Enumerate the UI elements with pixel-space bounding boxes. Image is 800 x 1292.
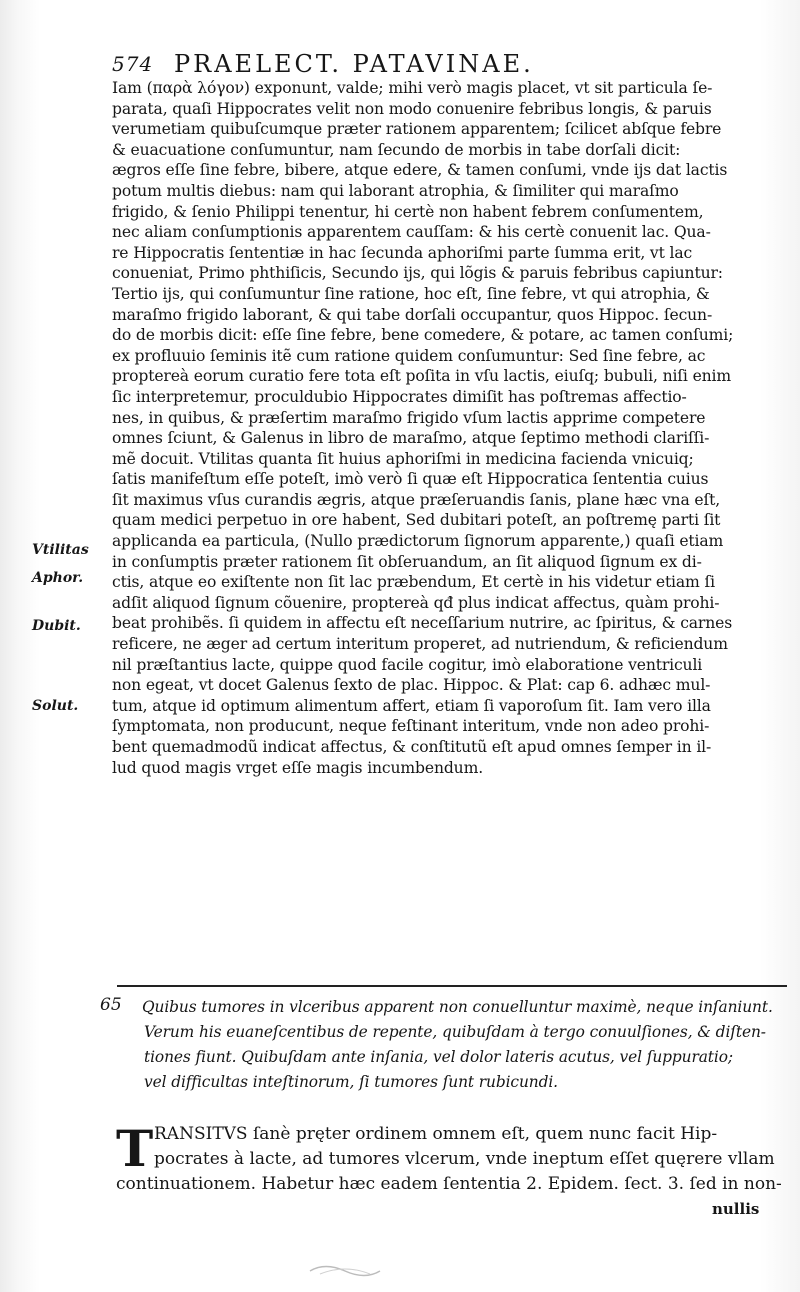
running-title: PRAELECT. PATAVINAE.	[174, 50, 534, 78]
text-line: proptereà eorum curatio fere tota eſt poſita in vſu lactis, eiuſq; bubuli, niſi enim	[112, 367, 732, 386]
margin-note-solut: Solut.	[32, 698, 79, 714]
margin-note-aphor: Aphor.	[32, 570, 84, 586]
text-line: do de morbis dicit: eſſe ſine febre, bene comedere, & potare, ac tamen conſumi;	[112, 326, 734, 345]
text-line: beat prohibẽs. ſi quidem in affectu eſt neceſſarium nutrire, ac ſpiritus, & carnes	[112, 614, 733, 633]
page-number: 574	[112, 52, 154, 76]
printers-ornament-icon	[300, 1260, 390, 1282]
text-line: frigido, & ſenio Philippi tenentur, hi certè non habent febrem conſumentem,	[112, 202, 704, 221]
aphorism-number: 65	[100, 995, 122, 1015]
commentary-line: RANSITVS ſanè pręter ordinem omnem eſt, quem nunc facit Hip-	[154, 1124, 718, 1144]
text-line: Tertio ijs, qui conſumuntur ſine ratione, hoc eſt, ſine febre, vt qui atrophia, &	[112, 284, 710, 303]
text-line: adſit aliquod ſignum cõuenire, proptereà qđ plus indicat affectus, quàm prohi-	[112, 593, 720, 612]
text-line: re Hippocratis ſententiæ in hac ſecunda aphoriſmi parte ſumma erit, vt lac	[112, 243, 693, 262]
aphorism-line: vel difficultas inteſtinorum, ſi tumores ſunt rubicundi.	[144, 1073, 558, 1091]
text-line: nil præſtantius lacte, quippe quod facile cogitur, imò elaboratione ventriculi	[112, 655, 703, 674]
text-line: applicanda ea particula, (Nullo prædictorum ſignorum apparente,) quaſi etiam	[112, 532, 724, 551]
text-line: omnes ſciunt, & Galenus in libro de maraſmo, atque ſeptimo methodi clariſſi-	[112, 429, 710, 448]
aphorism-line: Verum his euaneſcentibus de repente, quibuſdam à tergo conuulſiones, & diſten-	[144, 1023, 766, 1041]
text-line: nec aliam conſumptionis apparentem cauſſam: & his certè conuenit lac. Qua-	[112, 223, 711, 242]
text-line: ſit maximus vſus curandis ægris, atque præſeruandis ſanis, plane hæc vna eſt,	[112, 490, 721, 509]
margin-note-utilitas: Vtilitas	[32, 542, 89, 558]
text-line: maraſmo frigido laborant, & qui tabe dorſali occupantur, quos Hippoc. ſecun-	[112, 305, 713, 324]
text-line: potum multis diebus: nam qui laborant atrophia, & ſimiliter qui maraſmo	[112, 181, 679, 200]
text-line: ſatis manifeſtum eſſe poteſt, imò verò ſi quæ eſt Hippocratica ſententia cuius	[112, 470, 709, 489]
section-rule	[117, 985, 787, 987]
text-line: ctis, atque eo exiſtente non ſit lac præbendum, Et certè in his videtur etiam ſi	[112, 573, 715, 592]
text-line: bent quemadmodũ indicat affectus, & conſtitutũ eſt apud omnes ſemper in il-	[112, 738, 712, 756]
text-line: tum, atque id optimum alimentum affert, etiam ſi vaporoſum ſit. Iam vero illa	[112, 696, 711, 715]
aphorism-line: Quibus tumores in vlceribus apparent non conuelluntur maximè, neque inſaniunt.	[142, 998, 773, 1016]
text-line: mẽ docuit. Vtilitas quanta ſit huius aphoriſmi in medicina facienda vnicuiq;	[112, 449, 694, 468]
text-line: verumetiam quibuſcumque præter rationem apparentem; ſcilicet abſque febre	[112, 120, 722, 139]
text-line: conueniat, Primo phthiſicis, Secundo ijs, qui lõgis & paruis febribus capiuntur:	[112, 264, 723, 283]
margin-note-dubit: Dubit.	[32, 618, 81, 634]
text-line: lud quod magis vrget eſſe magis incumbendum.	[112, 758, 484, 777]
text-line: ægros eſſe ſine febre, bibere, atque edere, & tamen conſumi, vnde ijs dat lactis	[112, 161, 728, 180]
aphorism-line: tiones fiunt. Quibuſdam ante inſania, vel dolor lateris acutus, vel ſuppuratio;	[144, 1048, 733, 1066]
drop-cap: T	[116, 1119, 154, 1178]
text-line: in conſumptis præter rationem ſit obſeruandum, an ſit aliquod ſignum ex di-	[112, 552, 702, 571]
text-line: ſic interpretemur, proculdubio Hippocrates dimiſit has poſtremas affectio-	[112, 387, 687, 406]
commentary-line: continuationem. Habetur hæc eadem ſententia 2. Epidem. ſect. 3. ſed in non-	[116, 1174, 782, 1194]
running-head	[112, 50, 652, 78]
body-text	[112, 78, 800, 778]
text-line: & euacuatione conſumuntur, nam ſecundo de morbis in tabe dorſali dicit:	[112, 140, 681, 159]
text-line: nes, in quibus, & præſertim maraſmo frigido vſum lactis apprime competere	[112, 408, 706, 427]
text-line: ſymptomata, non producunt, neque feſtinant interitum, vnde non adeo prohi-	[112, 717, 710, 736]
commentary-line: pocrates à lacte, ad tumores vlcerum, vnde ineptum eſſet quęrere vllam	[154, 1149, 775, 1169]
catchword: nullis	[712, 1200, 760, 1218]
text-line: reficere, ne æger ad certum interitum properet, ad nutriendum, & reficiendum	[112, 635, 728, 654]
text-line: ex profluuio ſeminis itẽ cum ratione quidem conſumuntur: Sed ſine febre, ac	[112, 346, 706, 365]
text-line: quam medici perpetuo in ore habent, Sed dubitari poteſt, an poſtremę parti ſit	[112, 511, 721, 530]
text-line: parata, quaſi Hippocrates velit non modo conuenire febribus longis, & paruis	[112, 99, 712, 118]
text-line: non egeat, vt docet Galenus ſexto de plac. Hippoc. & Plat: cap 6. adhæc mul-	[112, 676, 711, 695]
text-line: Iam (παρὰ λόγον) exponunt, valde; mihi verò magis placet, vt sit particula ſe-	[112, 79, 713, 97]
